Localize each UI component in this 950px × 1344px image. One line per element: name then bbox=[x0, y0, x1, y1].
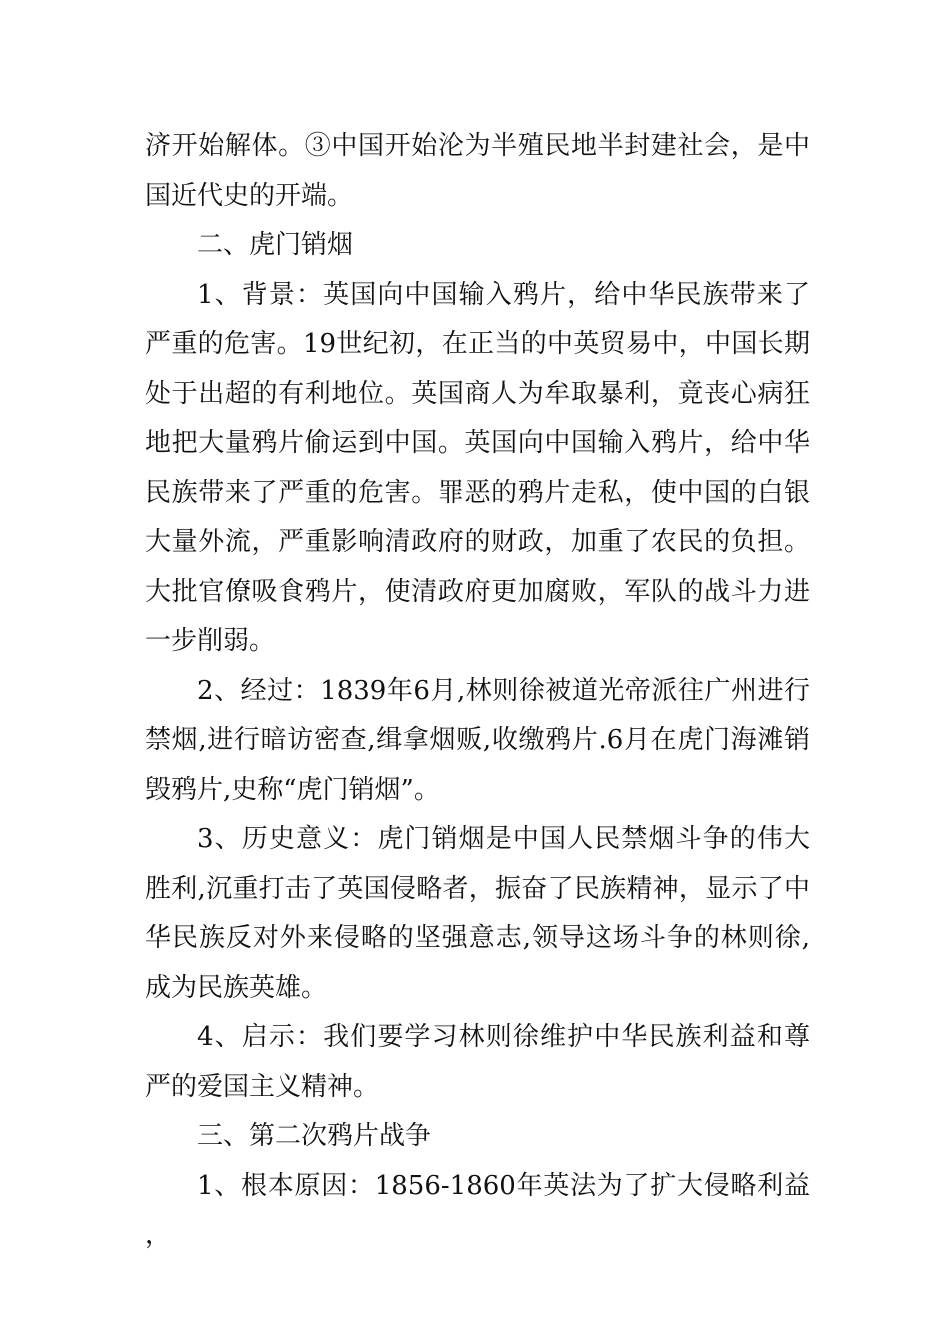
paragraph-opium-war-consequence: 济开始解体。③中国开始沦为半殖民地半封建社会，是中国近代史的开端。 bbox=[145, 131, 810, 211]
document-page bbox=[145, 122, 810, 1261]
paragraph-process: 2、经过：1839年6月,林则徐被道光帝派往广州进行禁烟,进行暗访密查,缉拿烟贩,收缴鸦片.6月在虎门海滩销毁鸦片,史称“虎门销烟”。 bbox=[145, 675, 810, 805]
paragraph-historical-significance: 3、历史意义：虎门销烟是中国人民禁烟斗争的伟大胜利,沉重打击了英国侵略者，振奋了民族精神，显示了中华民族反对外来侵略的坚强意志,领导这场斗争的林则徐,成为民族英雄。 bbox=[145, 824, 810, 1003]
paragraph-enlightenment: 4、启示：我们要学习林则徐维护中华民族利益和尊严的爱国主义精神。 bbox=[145, 1022, 810, 1102]
paragraph-root-cause: 1、根本原因：1856-1860年英法为了扩大侵略利益， bbox=[145, 1170, 810, 1250]
heading-second-opium-war: 三、第二次鸦片战争 bbox=[197, 1121, 432, 1151]
heading-humen-destruction: 二、虎门销烟 bbox=[197, 230, 354, 260]
paragraph-background: 1、背景：英国向中国输入鸦片，给中华民族带来了严重的危害。19世纪初，在正当的中英贸易中，中国长期处于出超的有利地位。英国商人为牟取暴利，竟丧心病狂地把大量鸦片偷运到中国。英国向中国输入鸦片，给中华民族带来了严重的危害。罪恶的鸦片走私，使中国的白银大量外流，严重影响清政府的财政，加重了农民的负担。大批官僚吸食鸦片，使清政府更加腐败，军队的战斗力进一步削弱。 bbox=[145, 279, 810, 656]
